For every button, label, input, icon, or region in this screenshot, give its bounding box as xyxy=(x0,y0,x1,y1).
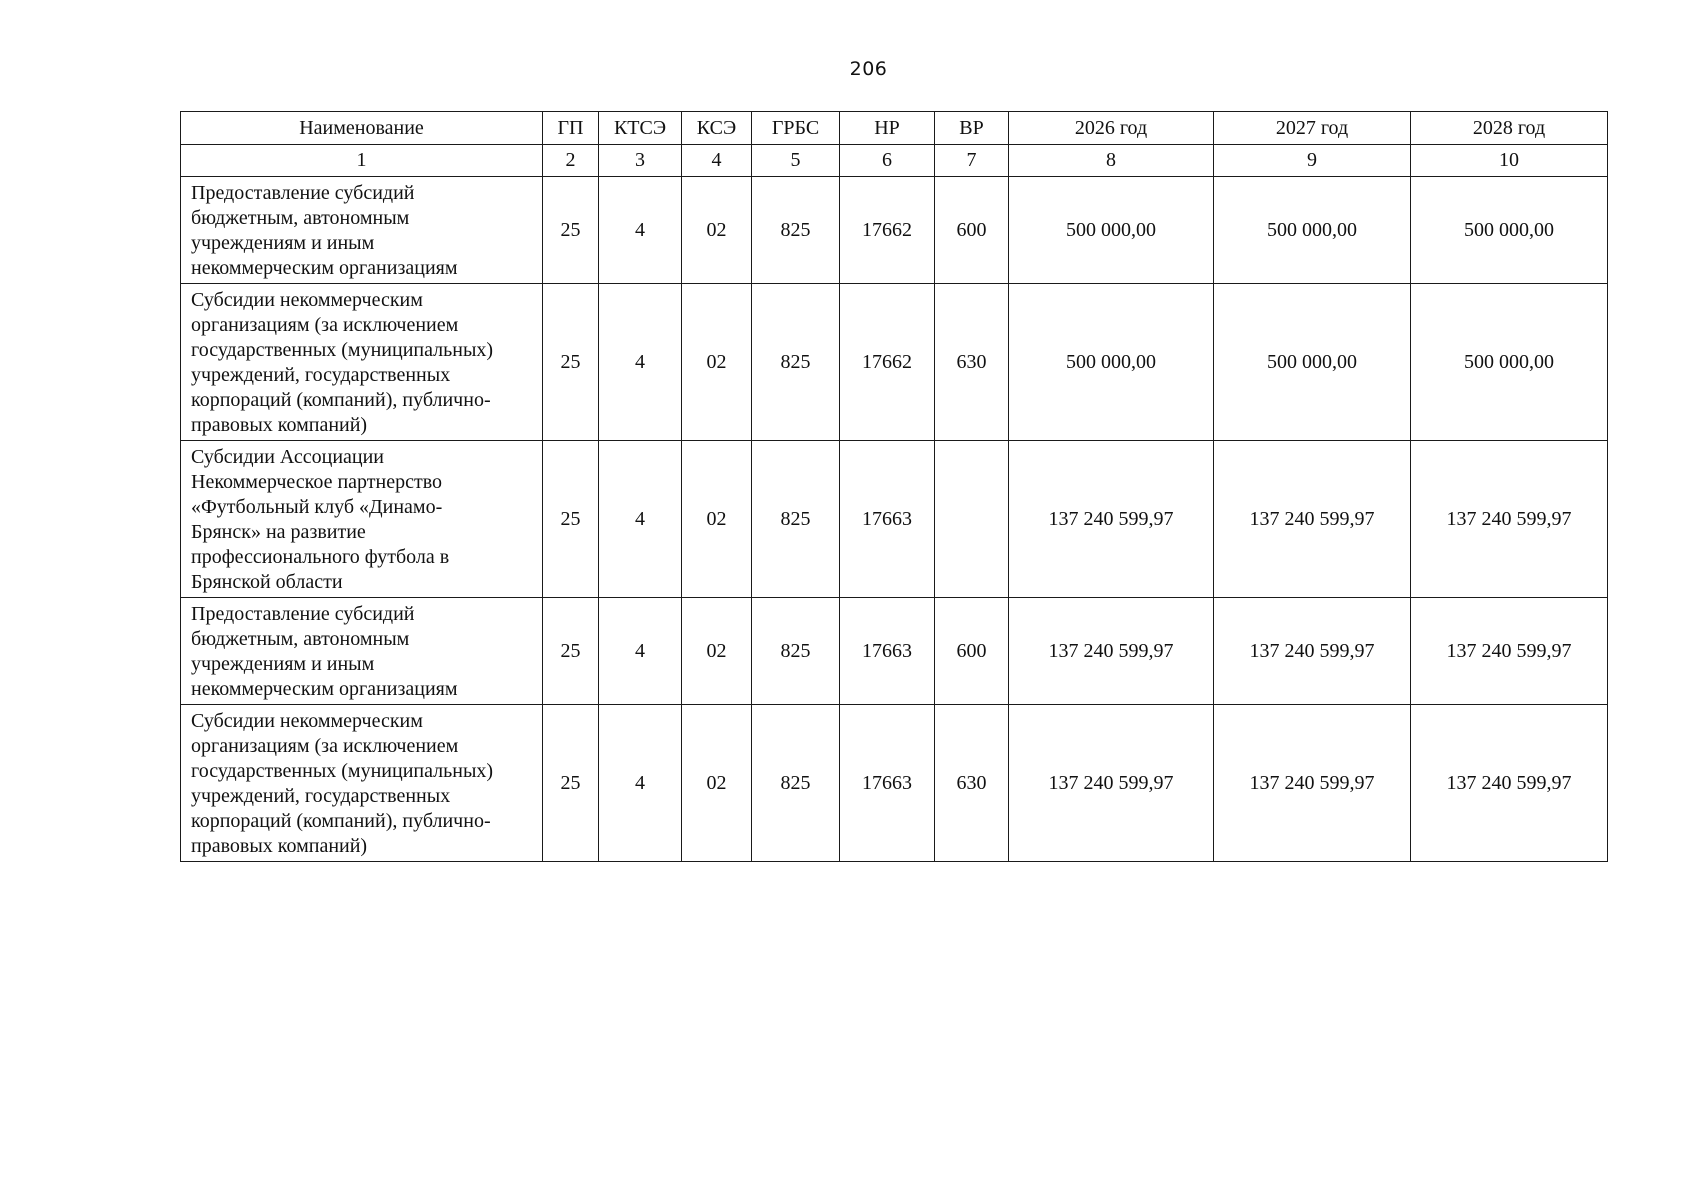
cell-2027: 500 000,00 xyxy=(1214,284,1411,441)
cell-2027: 137 240 599,97 xyxy=(1214,598,1411,705)
cell-gp: 25 xyxy=(543,705,599,862)
budget-table xyxy=(180,111,1608,862)
cell-2027: 137 240 599,97 xyxy=(1214,705,1411,862)
header-2028: 2028 год xyxy=(1411,112,1608,145)
cell-kse: 02 xyxy=(682,598,752,705)
cell-nr: 17663 xyxy=(840,598,935,705)
row-name: Предоставление субсидий бюджетным, автономным учреждениям и иным некоммерческим организациям xyxy=(181,177,543,284)
cell-vr xyxy=(935,441,1009,598)
cell-ktse: 4 xyxy=(599,598,682,705)
cell-gp: 25 xyxy=(543,441,599,598)
cell-2026: 137 240 599,97 xyxy=(1009,705,1214,862)
cell-nr: 17663 xyxy=(840,441,935,598)
column-number-row xyxy=(181,145,1608,177)
cell-ktse: 4 xyxy=(599,441,682,598)
cell-2026: 137 240 599,97 xyxy=(1009,441,1214,598)
cell-kse: 02 xyxy=(682,441,752,598)
cell-ktse: 4 xyxy=(599,705,682,862)
table-row xyxy=(181,284,1608,441)
cell-gp: 25 xyxy=(543,177,599,284)
table-row xyxy=(181,441,1608,598)
row-name: Субсидии некоммерческим организациям (за исключением государственных (муниципальных) учреждений, государственных корпораций (компаний), публично- правовых компаний) xyxy=(181,284,543,441)
table-row xyxy=(181,598,1608,705)
column-number: 9 xyxy=(1214,145,1411,177)
column-number: 8 xyxy=(1009,145,1214,177)
cell-grbs: 825 xyxy=(752,284,840,441)
cell-2026: 500 000,00 xyxy=(1009,177,1214,284)
cell-nr: 17662 xyxy=(840,284,935,441)
cell-kse: 02 xyxy=(682,705,752,862)
column-number: 3 xyxy=(599,145,682,177)
header-gp: ГП xyxy=(543,112,599,145)
header-vr: ВР xyxy=(935,112,1009,145)
column-number: 7 xyxy=(935,145,1009,177)
cell-2027: 137 240 599,97 xyxy=(1214,441,1411,598)
column-number: 2 xyxy=(543,145,599,177)
column-number: 4 xyxy=(682,145,752,177)
header-2027: 2027 год xyxy=(1214,112,1411,145)
row-name: Субсидии Ассоциации Некоммерческое партнерство «Футбольный клуб «Динамо- Брянск» на развитие профессионального футбола в Брянской области xyxy=(181,441,543,598)
table-row xyxy=(181,705,1608,862)
cell-nr: 17663 xyxy=(840,705,935,862)
cell-2028: 500 000,00 xyxy=(1411,177,1608,284)
header-grbs: ГРБС xyxy=(752,112,840,145)
cell-gp: 25 xyxy=(543,598,599,705)
cell-2028: 137 240 599,97 xyxy=(1411,441,1608,598)
cell-vr: 600 xyxy=(935,598,1009,705)
cell-vr: 630 xyxy=(935,284,1009,441)
cell-2028: 137 240 599,97 xyxy=(1411,705,1608,862)
cell-gp: 25 xyxy=(543,284,599,441)
cell-grbs: 825 xyxy=(752,177,840,284)
cell-vr: 600 xyxy=(935,177,1009,284)
cell-2028: 500 000,00 xyxy=(1411,284,1608,441)
header-nr: НР xyxy=(840,112,935,145)
cell-grbs: 825 xyxy=(752,441,840,598)
cell-ktse: 4 xyxy=(599,284,682,441)
cell-kse: 02 xyxy=(682,177,752,284)
column-number: 6 xyxy=(840,145,935,177)
cell-2026: 137 240 599,97 xyxy=(1009,598,1214,705)
header-name: Наименование xyxy=(181,112,543,145)
cell-ktse: 4 xyxy=(599,177,682,284)
row-name: Предоставление субсидий бюджетным, автономным учреждениям и иным некоммерческим организациям xyxy=(181,598,543,705)
header-2026: 2026 год xyxy=(1009,112,1214,145)
header-kse: КСЭ xyxy=(682,112,752,145)
cell-nr: 17662 xyxy=(840,177,935,284)
cell-vr: 630 xyxy=(935,705,1009,862)
cell-2028: 137 240 599,97 xyxy=(1411,598,1608,705)
row-name: Субсидии некоммерческим организациям (за исключением государственных (муниципальных) учреждений, государственных корпораций (компаний), публично- правовых компаний) xyxy=(181,705,543,862)
column-number: 5 xyxy=(752,145,840,177)
column-number: 1 xyxy=(181,145,543,177)
cell-2027: 500 000,00 xyxy=(1214,177,1411,284)
cell-kse: 02 xyxy=(682,284,752,441)
table-row xyxy=(181,177,1608,284)
page-number: 206 xyxy=(849,58,888,80)
column-number: 10 xyxy=(1411,145,1608,177)
cell-grbs: 825 xyxy=(752,705,840,862)
header-ktse: КТСЭ xyxy=(599,112,682,145)
header-row xyxy=(181,112,1608,145)
cell-grbs: 825 xyxy=(752,598,840,705)
cell-2026: 500 000,00 xyxy=(1009,284,1214,441)
